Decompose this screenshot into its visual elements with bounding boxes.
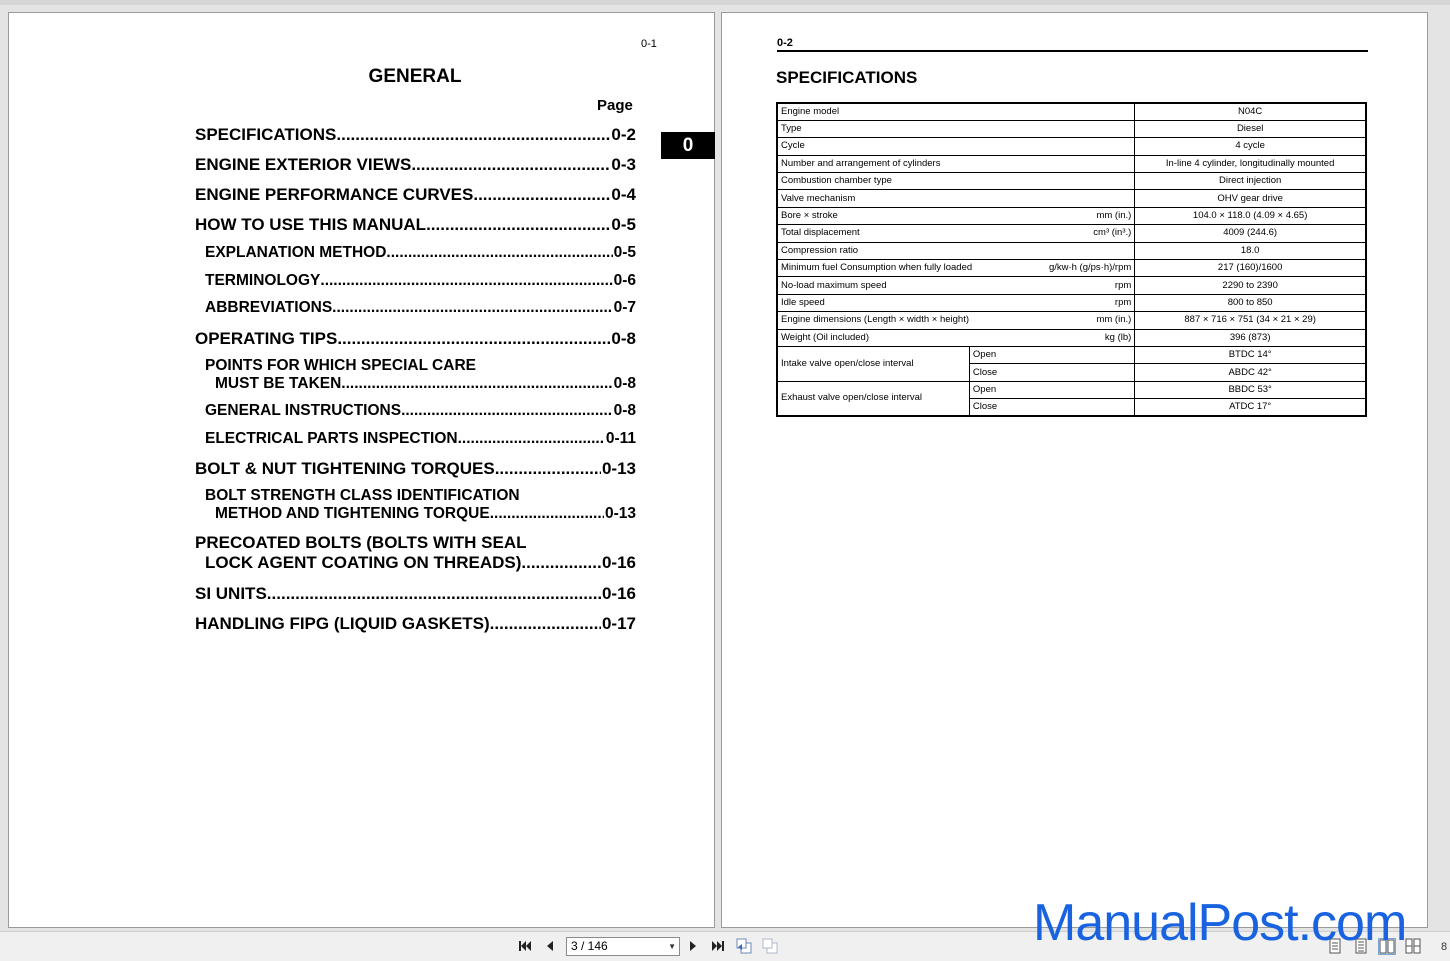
spec-row bbox=[777, 329, 1366, 346]
toc-entry-label: BOLT & NUT TIGHTENING TORQUES bbox=[195, 459, 495, 478]
toc-entry-label: SI UNITS bbox=[195, 584, 267, 603]
spec-label: Type bbox=[781, 123, 802, 135]
spec-label: Valve mechanism bbox=[781, 192, 856, 204]
toc-entry[interactable] bbox=[195, 155, 636, 175]
spec-label: Idle speed bbox=[781, 296, 825, 308]
toc-entry-page: 0-7 bbox=[613, 299, 636, 316]
specifications-table bbox=[776, 102, 1367, 417]
toc-entry-page: 0-5 bbox=[611, 215, 636, 234]
spec-label: Engine dimensions (Length × width × height) bbox=[781, 314, 970, 326]
toc-entry-page: 0-8 bbox=[613, 375, 636, 392]
toc-entry-page: 0-16 bbox=[601, 553, 636, 572]
spec-value: ATDC 17° bbox=[1135, 399, 1366, 416]
toc-entry[interactable] bbox=[195, 272, 636, 290]
toc-entry-page: 0-13 bbox=[604, 505, 636, 522]
toc-entry-label: LOCK AGENT COATING ON THREADS) bbox=[205, 553, 522, 572]
toc-dot-leader bbox=[458, 430, 605, 448]
toc-dot-leader bbox=[267, 584, 601, 604]
spec-value: Direct injection bbox=[1135, 173, 1366, 190]
spec-label: Number and arrangement of cylinders bbox=[781, 157, 941, 169]
previous-page-button[interactable] bbox=[541, 937, 559, 955]
toc-entry-page: 0-11 bbox=[605, 430, 636, 447]
page-number-field[interactable] bbox=[566, 937, 680, 956]
spec-label-cell bbox=[777, 294, 1135, 311]
section-tab-marker: 0 bbox=[661, 132, 715, 159]
spec-value: 4009 (244.6) bbox=[1135, 225, 1366, 242]
specifications-title: SPECIFICATIONS bbox=[776, 68, 918, 87]
spec-value: N04C bbox=[1135, 103, 1366, 120]
spec-label-cell bbox=[777, 173, 1135, 190]
facing-continuous-view-button[interactable] bbox=[1405, 938, 1421, 955]
spec-row bbox=[777, 225, 1366, 242]
spec-row bbox=[777, 190, 1366, 207]
toc-entry[interactable] bbox=[195, 185, 636, 205]
toc-entry-page: 0-8 bbox=[613, 402, 636, 419]
section-title: GENERAL bbox=[368, 66, 462, 87]
toc-dot-leader bbox=[490, 505, 604, 523]
toc-dot-leader bbox=[521, 553, 601, 573]
toc-entry-label: ELECTRICAL PARTS INSPECTION bbox=[205, 430, 458, 447]
page-number: 0-1 bbox=[641, 38, 657, 50]
spec-unit: g/kw·h (g/ps·h)/rpm bbox=[1048, 262, 1132, 274]
go-back-button[interactable] bbox=[735, 937, 753, 955]
go-forward-button[interactable] bbox=[761, 937, 779, 955]
toc-entry[interactable] bbox=[195, 430, 636, 448]
toc-dot-leader bbox=[473, 185, 610, 205]
spec-unit: cm³ (in³.) bbox=[1093, 227, 1132, 239]
toc-dot-leader bbox=[332, 299, 612, 317]
toc-entry-label: ENGINE PERFORMANCE CURVES bbox=[195, 185, 474, 204]
spec-label: Minimum fuel Consumption when fully loaded bbox=[781, 262, 973, 274]
spec-label-cell bbox=[777, 138, 1135, 155]
zoom-readout: 8 bbox=[1441, 941, 1448, 953]
toc-entry-label: ABBREVIATIONS bbox=[205, 299, 333, 316]
toc-dot-leader bbox=[490, 614, 601, 634]
spec-value: 800 to 850 bbox=[1135, 294, 1366, 311]
toc-entry-label: METHOD AND TIGHTENING TORQUE bbox=[215, 505, 490, 522]
spec-row bbox=[777, 242, 1366, 259]
spec-value: 887 × 716 × 751 (34 × 21 × 29) bbox=[1135, 312, 1366, 329]
spec-label-cell bbox=[777, 120, 1135, 137]
go-forward-icon bbox=[762, 938, 778, 954]
toc-dot-leader bbox=[401, 402, 613, 420]
spec-sub-label: Open bbox=[969, 381, 1134, 398]
toc-entry[interactable] bbox=[195, 244, 636, 262]
spec-label: Bore × stroke bbox=[781, 210, 838, 222]
toc-entry-label: GENERAL INSTRUCTIONS bbox=[205, 402, 402, 419]
spec-sub-label: Close bbox=[969, 364, 1134, 381]
spec-value: 18.0 bbox=[1135, 242, 1366, 259]
toc-entry-page: 0-13 bbox=[601, 459, 636, 478]
toc-entry[interactable] bbox=[195, 402, 636, 420]
spec-label-cell bbox=[777, 207, 1135, 224]
last-page-icon bbox=[711, 940, 725, 952]
toc-dot-leader bbox=[341, 375, 612, 393]
spec-row bbox=[777, 173, 1366, 190]
spec-unit: kg (lb) bbox=[1104, 331, 1132, 343]
toc-dot-leader bbox=[320, 272, 612, 290]
go-back-icon bbox=[736, 938, 752, 954]
spec-row bbox=[777, 260, 1366, 277]
dropdown-arrow-icon: ▼ bbox=[668, 942, 676, 951]
spec-value: Diesel bbox=[1135, 120, 1366, 137]
toc-entry-label: OPERATING TIPS bbox=[195, 329, 338, 348]
toc-entry-label: ENGINE EXTERIOR VIEWS bbox=[195, 155, 412, 174]
spec-label: Compression ratio bbox=[781, 244, 859, 256]
spec-label-cell bbox=[777, 103, 1135, 120]
toc-entry-label: TERMINOLOGY bbox=[205, 272, 321, 289]
spec-row bbox=[777, 294, 1366, 311]
next-page-button[interactable] bbox=[684, 937, 702, 955]
toc-entry-label: EXPLANATION METHOD bbox=[205, 244, 387, 261]
spec-label-cell bbox=[777, 329, 1135, 346]
spec-label-cell bbox=[777, 260, 1135, 277]
spec-label: Intake valve open/close interval bbox=[777, 346, 969, 381]
spec-unit: mm (in.) bbox=[1096, 210, 1132, 222]
previous-page-icon bbox=[545, 940, 555, 952]
toc-entry[interactable] bbox=[195, 584, 636, 604]
spec-value: BBDC 53° bbox=[1135, 381, 1366, 398]
toc-entry-page: 0-8 bbox=[611, 329, 636, 348]
spec-label: Total displacement bbox=[781, 227, 860, 239]
spec-value: ABDC 42° bbox=[1135, 364, 1366, 381]
spec-sub-label: Close bbox=[969, 399, 1134, 416]
spec-row bbox=[777, 346, 1366, 363]
toc-entry-label: HOW TO USE THIS MANUAL bbox=[195, 215, 427, 234]
facing-continuous-icon bbox=[1405, 938, 1421, 954]
page-left bbox=[8, 12, 715, 928]
spec-label: No-load maximum speed bbox=[781, 279, 887, 291]
toc-entry-label: HANDLING FIPG (LIQUID GASKETS) bbox=[195, 614, 490, 633]
spec-label-cell bbox=[777, 277, 1135, 294]
toc-entry-label: PRECOATED BOLTS (BOLTS WITH SEAL bbox=[195, 533, 527, 552]
spec-label: Cycle bbox=[781, 140, 805, 152]
spec-value: 217 (160)/1600 bbox=[1135, 260, 1366, 277]
first-page-button[interactable] bbox=[516, 937, 534, 955]
top-strip bbox=[0, 0, 1450, 5]
spec-value: In-line 4 cylinder, longitudinally mounted bbox=[1135, 155, 1366, 172]
toc-entry-page: 0-2 bbox=[611, 125, 636, 144]
toc-entry-label: MUST BE TAKEN bbox=[215, 375, 342, 392]
first-page-icon bbox=[518, 940, 532, 952]
spec-row bbox=[777, 277, 1366, 294]
toc-entry-label: SPECIFICATIONS bbox=[195, 125, 337, 144]
toc-entry-page: 0-16 bbox=[601, 584, 636, 603]
toc-dot-leader bbox=[495, 459, 601, 479]
toc-dot-leader bbox=[336, 125, 610, 145]
last-page-button[interactable] bbox=[709, 937, 727, 955]
page-indicator: 3 / 146 bbox=[571, 939, 608, 953]
spec-label-cell bbox=[777, 242, 1135, 259]
toc-entry[interactable] bbox=[195, 533, 636, 573]
spec-sub-label: Open bbox=[969, 346, 1134, 363]
spec-label-cell bbox=[777, 225, 1135, 242]
page-number: 0-2 bbox=[777, 37, 1368, 52]
spec-value: 396 (873) bbox=[1135, 329, 1366, 346]
toc-entry[interactable] bbox=[195, 215, 636, 235]
spec-row bbox=[777, 312, 1366, 329]
spec-unit: mm (in.) bbox=[1096, 314, 1132, 326]
toc-entry[interactable] bbox=[195, 487, 636, 523]
toc-entry[interactable] bbox=[195, 329, 636, 349]
watermark: ManualPost.com bbox=[1033, 894, 1407, 952]
toc-dot-leader bbox=[337, 329, 610, 349]
toc-entry-page: 0-17 bbox=[601, 614, 636, 633]
spec-value: 104.0 × 118.0 (4.09 × 4.65) bbox=[1135, 207, 1366, 224]
spec-label-cell bbox=[777, 190, 1135, 207]
toc-entry-page: 0-3 bbox=[611, 155, 636, 174]
spec-label: Combustion chamber type bbox=[781, 175, 892, 187]
spec-value: BTDC 14° bbox=[1135, 346, 1366, 363]
spec-value: 2290 to 2390 bbox=[1135, 277, 1366, 294]
toc-entry-page: 0-5 bbox=[613, 244, 636, 261]
toc-entry[interactable] bbox=[195, 299, 636, 317]
spec-row bbox=[777, 103, 1366, 120]
spec-label-cell bbox=[777, 312, 1135, 329]
toc-entry-label: BOLT STRENGTH CLASS IDENTIFICATION bbox=[205, 487, 520, 504]
toc-entry[interactable] bbox=[195, 459, 636, 479]
spec-row bbox=[777, 381, 1366, 398]
toc-dot-leader bbox=[411, 155, 610, 175]
spec-row bbox=[777, 120, 1366, 137]
spec-unit: rpm bbox=[1114, 296, 1132, 308]
toc-entry[interactable] bbox=[195, 614, 636, 634]
page-right bbox=[721, 12, 1428, 928]
spec-label: Engine model bbox=[781, 105, 840, 117]
toc-dot-leader bbox=[386, 244, 612, 262]
next-page-icon bbox=[688, 940, 698, 952]
spec-row bbox=[777, 155, 1366, 172]
toc-entry[interactable] bbox=[195, 357, 636, 393]
toc-page-header: Page bbox=[597, 97, 633, 114]
toc-entry-page: 0-6 bbox=[613, 272, 636, 289]
toc-entry-page: 0-4 bbox=[611, 185, 636, 204]
spec-row bbox=[777, 138, 1366, 155]
spec-value: 4 cycle bbox=[1135, 138, 1366, 155]
spec-unit: rpm bbox=[1114, 279, 1132, 291]
spec-value: OHV gear drive bbox=[1135, 190, 1366, 207]
toc-dot-leader bbox=[426, 215, 610, 235]
spec-label: Exhaust valve open/close interval bbox=[777, 381, 969, 416]
spec-label: Weight (Oil included) bbox=[781, 331, 870, 343]
toc-entry-label: POINTS FOR WHICH SPECIAL CARE bbox=[205, 357, 476, 374]
toc-entry[interactable] bbox=[195, 125, 636, 145]
spec-row bbox=[777, 207, 1366, 224]
spec-label-cell bbox=[777, 155, 1135, 172]
